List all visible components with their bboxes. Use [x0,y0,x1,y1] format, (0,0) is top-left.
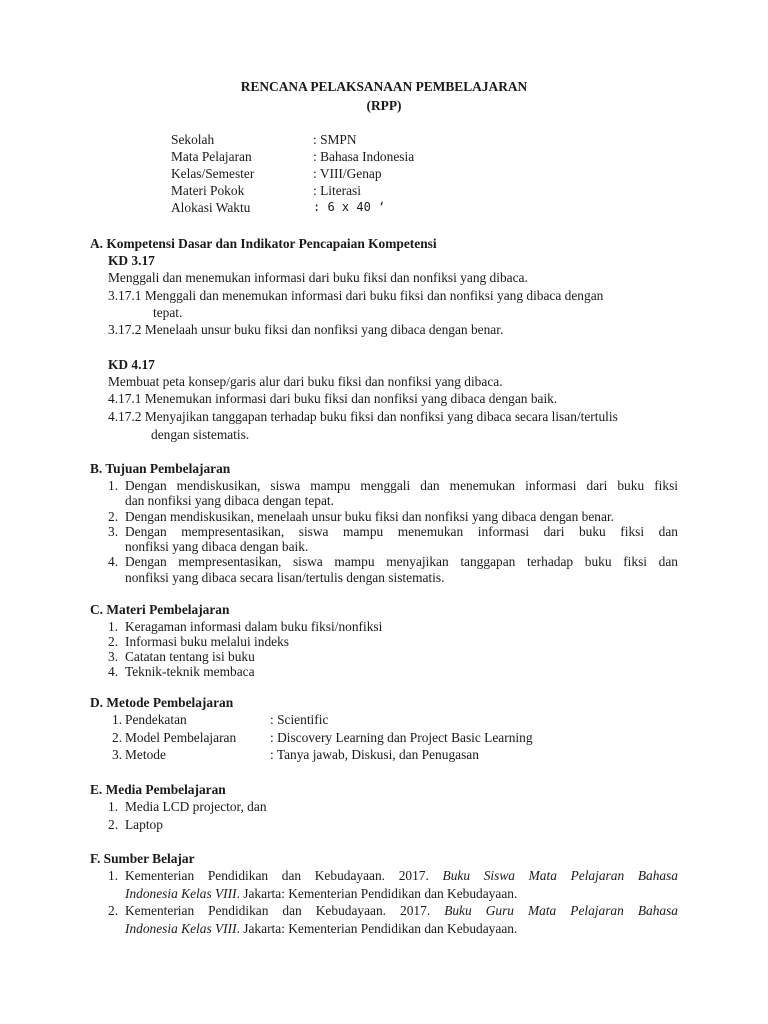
source-2-line-2 [125,920,517,937]
kd2-title: KD 4.17 [108,357,155,372]
material-3: Catatan tentang isi buku [125,649,255,664]
source-2-title-a: Buku Guru Mata Pelajaran Bahasa [444,903,678,918]
kd1-indicator-2: 3.17.2 Menelaah unsur buku fiksi dan nonfiksi yang dibaca dengan benar. [108,322,504,337]
kd1-description: Menggali dan menemukan informasi dari buku fiksi dan nonfiksi yang dibaca. [108,270,528,285]
objective-1-line-1: Dengan mendiskusikan, siswa mampu menggali dan menemukan informasi dari buku fiksi [125,478,678,493]
material-1: Keragaman informasi dalam buku fiksi/nonfiksi [125,619,383,634]
identity-value-subject: : Bahasa Indonesia [313,149,415,164]
kd1-indicator-1: 3.17.1 Menggali dan menemukan informasi dari buku fiksi dan nonfiksi yang dibaca dengan [108,288,604,303]
kd2-indicator-2: 4.17.2 Menyajikan tanggapan terhadap buku fiksi dan nonfiksi yang dibaca secara lisan/tertulis [108,409,618,424]
source-2-title-b: Indonesia Kelas VIII [125,921,237,936]
source-1-title-b: Indonesia Kelas VIII [125,886,237,901]
media-2-number: 2. [108,817,119,832]
identity-label-material: Materi Pokok [171,183,245,198]
media-1-number: 1. [108,799,119,814]
document-subtitle: (RPP) [366,98,402,113]
section-d-heading: D. Metode Pembelajaran [90,695,234,710]
source-1-title-a: Buku Siswa Mata Pelajaran Bahasa [442,868,678,883]
method-3-value: : Tanya jawab, Diskusi, dan Penugasan [270,747,479,762]
source-1-author: Kementerian Pendidikan dan Kebudayaan. 2017. [125,868,429,883]
objective-4-line-1: Dengan mempresentasikan, siswa mampu menyajikan tanggapan terhadap buku fiksi dan [125,554,678,569]
material-4-number: 4. [108,664,119,679]
identity-value-material: : Literasi [313,183,361,198]
method-1-label: Pendekatan [125,712,187,727]
section-e-heading: E. Media Pembelajaran [90,782,226,797]
method-3-label: Metode [125,747,166,762]
material-2: Informasi buku melalui indeks [125,634,290,649]
identity-label-class: Kelas/Semester [171,166,255,181]
objective-4-number: 4. [108,554,119,569]
kd1-indicator-1-cont: tepat. [153,305,183,320]
kd2-description: Membuat peta konsep/garis alur dari buku fiksi dan nonfiksi yang dibaca. [108,374,503,389]
identity-value-class: : VIII/Genap [313,166,382,181]
material-1-number: 1. [108,619,119,634]
identity-label-time: Alokasi Waktu [171,200,251,215]
objective-3-line-2: nonfiksi yang dibaca dengan baik. [125,539,309,554]
objective-4-line-2: nonfiksi yang dibaca secara lisan/tertulis dengan sistematis. [125,570,445,585]
method-3-number: 3. [112,747,123,762]
material-4: Teknik-teknik membaca [125,664,255,679]
method-2-label: Model Pembelajaran [125,730,237,745]
objective-1-line-2: dan nonfiksi yang dibaca dengan tepat. [125,493,334,508]
objective-2-line-1: Dengan mendiskusikan, menelaah unsur buku fiksi dan nonfiksi yang dibaca dengan benar. [125,509,615,524]
identity-value-time: : 6 x 40 ‘ [313,200,386,214]
source-1-line-2 [125,885,517,902]
material-3-number: 3. [108,649,119,664]
kd2-indicator-2-cont: dengan sistematis. [151,427,250,442]
source-1-line-1 [125,867,678,884]
kd1-title: KD 3.17 [108,253,155,268]
media-1: Media LCD projector, dan [125,799,267,814]
method-2-number: 2. [112,730,123,745]
source-2-line-1 [125,902,678,919]
section-a-heading: A. Kompetensi Dasar dan Indikator Pencapaian Kompetensi [90,236,437,251]
method-1-value: : Scientific [270,712,329,727]
identity-label-school: Sekolah [171,132,215,147]
source-2-author: Kementerian Pendidikan dan Kebudayaan. 2017. [125,903,431,918]
objective-1-number: 1. [108,478,119,493]
media-2: Laptop [125,817,163,832]
section-b-heading: B. Tujuan Pembelajaran [90,461,231,476]
kd2-indicator-1: 4.17.1 Menemukan informasi dari buku fiksi dan nonfiksi yang dibaca dengan baik. [108,391,558,406]
source-1-publisher: . Jakarta: Kementerian Pendidikan dan Kebudayaan. [236,886,518,901]
method-1-number: 1. [112,712,123,727]
material-2-number: 2. [108,634,119,649]
identity-label-subject: Mata Pelajaran [171,149,252,164]
method-2-value: : Discovery Learning dan Project Basic Learning [270,730,533,745]
objective-3-number: 3. [108,524,119,539]
objective-2-number: 2. [108,509,119,524]
source-2-number: 2. [108,903,119,918]
identity-value-school: : SMPN [313,132,357,147]
source-2-publisher: . Jakarta: Kementerian Pendidikan dan Kebudayaan. [236,921,518,936]
section-c-heading: C. Materi Pembelajaran [90,602,230,617]
section-f-heading: F. Sumber Belajar [90,851,195,866]
document-title: RENCANA PELAKSANAAN PEMBELAJARAN [240,79,528,94]
objective-3-line-1: Dengan mempresentasikan, siswa mampu menemukan informasi dari buku fiksi dan [125,524,678,539]
source-1-number: 1. [108,868,119,883]
